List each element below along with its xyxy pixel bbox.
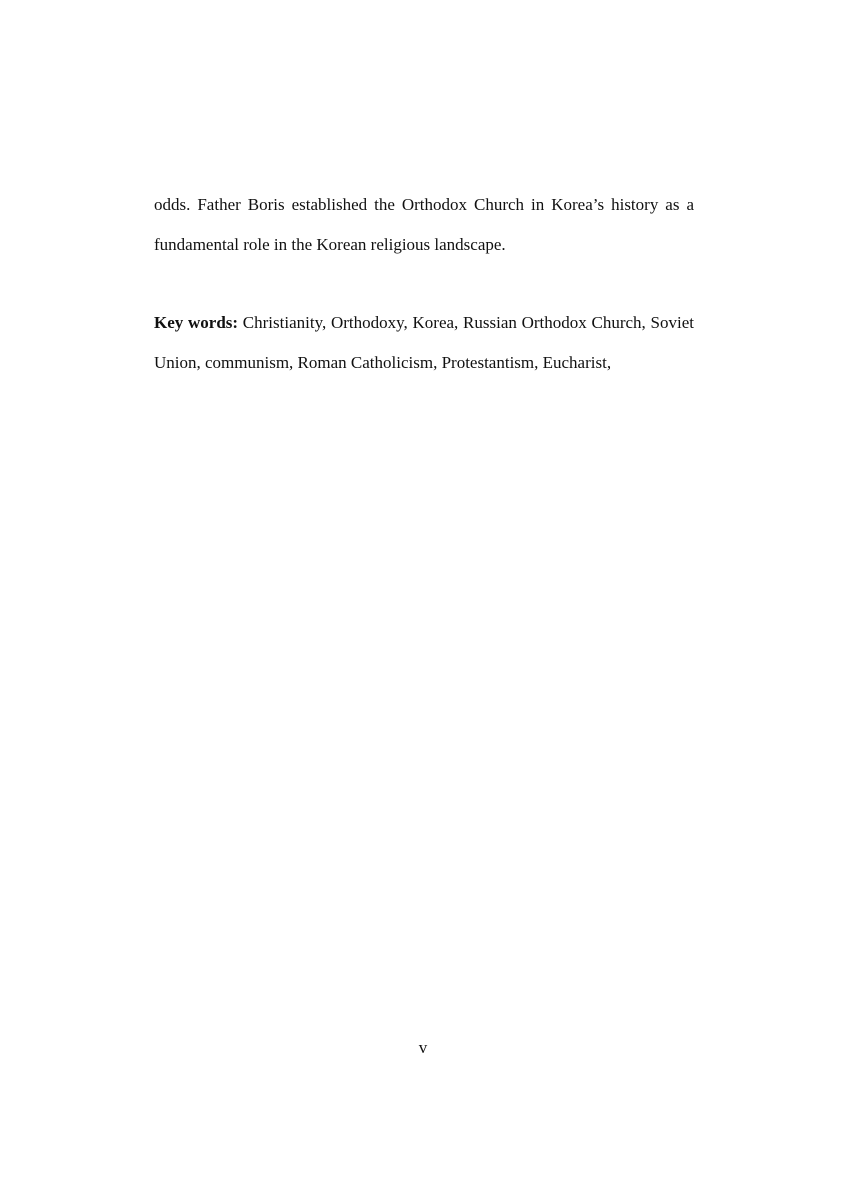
keywords-line-1	[154, 303, 694, 343]
abstract-line-1: odds. Father Boris established the Orthodox Church in Korea’s history as a	[154, 195, 694, 214]
abstract-line-2: fundamental role in the Korean religious landscape.	[154, 235, 506, 254]
keywords-line-2: Union, communism, Roman Catholicism, Protestantism, Eucharist,	[154, 353, 612, 372]
keywords-label: Key words:	[154, 313, 239, 332]
keywords-paragraph	[154, 303, 694, 383]
keywords-text-1: Christianity, Orthodoxy, Korea, Russian Orthodox Church, Soviet	[238, 313, 694, 332]
page-number: v	[418, 1038, 428, 1057]
abstract-paragraph	[154, 185, 694, 265]
